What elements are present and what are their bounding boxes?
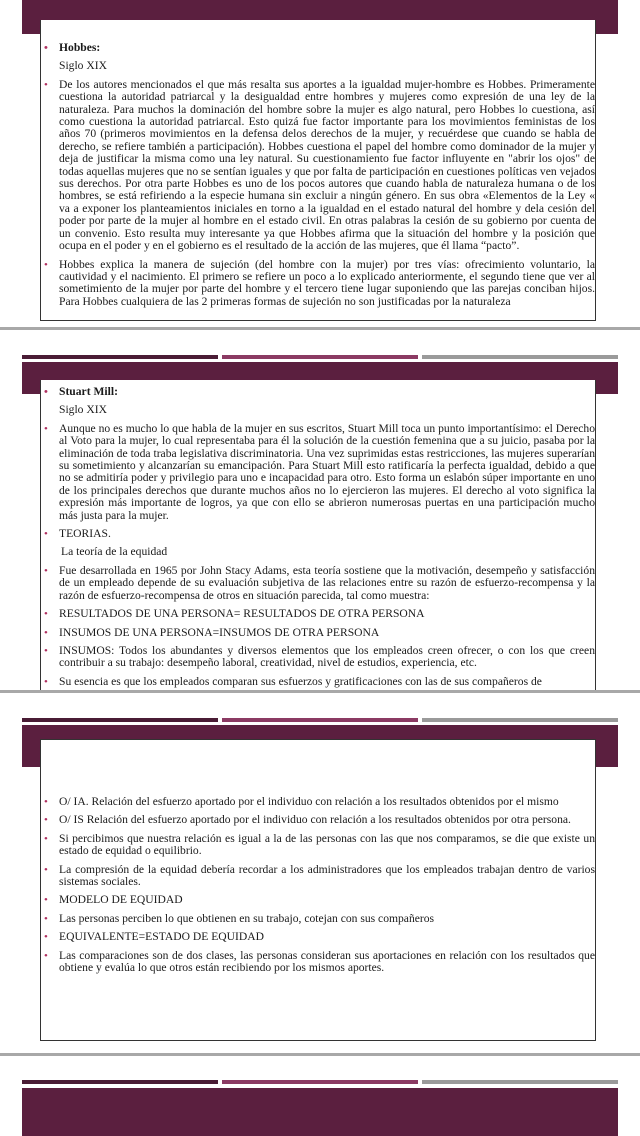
list-item: • Su esencia es que los empleados comparan sus esfuerzos y gratificaciones con las de sus compañeros de [44, 674, 542, 688]
slide-content-box [40, 739, 596, 1041]
list-item: • MODELO DE EQUIDAD [44, 893, 183, 907]
section-subheading: La teoría de la equidad [61, 545, 168, 559]
list-item: • O/ IA. Relación del esfuerzo aportado por el individuo con relación a los resultados obtenidos por el mismo [44, 795, 559, 808]
list-item: • RESULTADOS DE UNA PERSONA= RESULTADOS DE OTRA PERSONA [44, 607, 425, 621]
section-subheading: Siglo XIX [59, 403, 107, 417]
section-subheading: Siglo XIX [59, 59, 107, 73]
list-item: • La compresión de la equidad debería recordar a los administradores que los empleados trabajan dentro de varios sistemas sociales. [44, 862, 595, 889]
list-item: • O/ IS Relación del esfuerzo aportado por el individuo con relación a los resultados obtenidos por otra persona. [44, 813, 571, 827]
slide-divider [0, 690, 640, 693]
slide-hobbes [0, 0, 640, 330]
list-item: • INSUMOS DE UNA PERSONA=INSUMOS DE OTRA PERSONA [44, 625, 380, 639]
slide-header-band [22, 1088, 618, 1136]
list-item: • Las comparaciones son de dos clases, las personas consideran sus aportaciones en relación con los resultados que obtiene y evalúa lo que otros están recibiendo por los mismos aportes. [44, 948, 595, 975]
slide-equity [0, 725, 640, 1045]
decorative-stripes [22, 1080, 618, 1084]
slide-divider [0, 327, 640, 330]
slide-stuart-mill [0, 362, 640, 692]
paragraph: • De los autores mencionados el que más resalta sus aportes a la igualdad mujer-hombre es Hobbes. Primeramente cuestiona la autoridad patriarcal y la desigualdad entre hombres y mujeres como expresión de una ley de la naturaleza. Para muchos la dominación del hombre sobre la mujer es algo natural, pero Hobbes lo cuestiona, así como cuestiona la autoridad patriarcal. Esto quizá fue factor importante para los movimientos feministas de los años 70 (primeros movimientos en la defensa delos derechos de la mujer, y recuérdese que cuando se habla de derecho, se refiere también a participación). Hobbes cuestiona el papel del hombre como dominador de la mujer y deja de justificar la misma como una ley natural. Su cuestionamiento fue factor influyente en "abrir los ojos" de todas aquellas mujeres que no se sentían iguales y que por falta de participación en cuestiones políticas ven vejados sus derechos. Por otra parte Hobbes es uno de los pocos autores que cuando habla de naturaleza humana o de los hombres, se está refiriendo a la especie humana sin excluir a ningún género. En sus obra «Elementos de la Ley « va a exponer los planteamientos iniciales en torno a la igualdad en el estado natural del hombre y dela cesión del poder por parte de la mujer al hombre en el estado civil. En otras palabras la cesión de su gobierno por cuenta de un convenio. Esto resulta muy interesante ya que Hobbes afirma que la situación del hombre y la posición que ocupa en el poder y en el gobierno es el resultado de la acción de las mujeres, que él llama “pacto”. [44, 77, 595, 253]
paragraph: • Hobbes explica la manera de sujeción (del hombre con la mujer) por tres vías: ofrecimiento voluntario, la cautividad y el nacimiento. El primero se refiere un poco a lo explicado anteriormente, el segundo tiene que ver al sometimiento de la mujer por parte del hombre y el tercero tiene lugar suponiendo que las parejas conciban hijos. Para Hobbes cualquiera de las 2 primeras formas de sujeción no son justificadas por la naturaleza [44, 257, 595, 308]
decorative-stripes [22, 718, 618, 722]
paragraph: • Aunque no es mucho lo que habla de la mujer en sus escritos, Stuart Mill toca un punto importantísimo: el Derecho al Voto para la mujer, lo cual representaba para él la solución de la cuestión femenina que a su juicio, pasaba por la eliminación de toda traba legislativa discriminatoria. Una vez suprimidas estas restricciones, las mujeres superarían su sometimiento y alcanzarían su emancipación. Para Stuart Mill esto ratificaría la perfecta igualdad, debido a que no se admitiría poder y privilegio para uno e incapacidad para otro. Esto forma un eslabón súper importante en uno de los principales derechos que durante muchos años no lo ejercieron las mujeres. El derecho al voto significa la expresión más importante de logros, ya que con ello se abrieron numerosas puertas en una participación mucho más justa para la mujer. [44, 421, 595, 522]
list-item: • TEORIAS. [44, 527, 111, 541]
slide-content-box [40, 20, 596, 321]
decorative-stripes [22, 355, 618, 359]
slide-divider [0, 1053, 640, 1056]
section-heading: • Hobbes: [44, 41, 101, 54]
list-item: • Si percibimos que nuestra relación es igual a la de las personas con las que nos comparamos, se die que existe un estado de equidad o equilibrio. [44, 831, 595, 858]
list-item: • Las personas perciben lo que obtienen en su trabajo, cotejan con sus compañeros [44, 911, 435, 925]
list-item: • Fue desarrollada en 1965 por John Stacy Adams, esta teoría sostiene que la motivación, desempeño y satisfacción de un empleado depende de su evaluación subjetiva de las relaciones entre su razón de esfuerzo-recompensa y la razón de esfuerzo-recompensa de otros en situación parecida, tal como muestra: [44, 563, 595, 602]
slide-next [0, 1088, 640, 1136]
section-heading: • Stuart Mill: [44, 385, 118, 398]
list-item: • EQUIVALENTE=ESTADO DE EQUIDAD [44, 930, 265, 944]
slide-content-box [40, 380, 596, 692]
list-item: • INSUMOS: Todos los abundantes y diversos elementos que los empleados creen ofrecer, o con los que creen contribuir a su trabajo: desempeño laboral, creatividad, nivel de estudios, experiencia, etc. [44, 643, 595, 670]
